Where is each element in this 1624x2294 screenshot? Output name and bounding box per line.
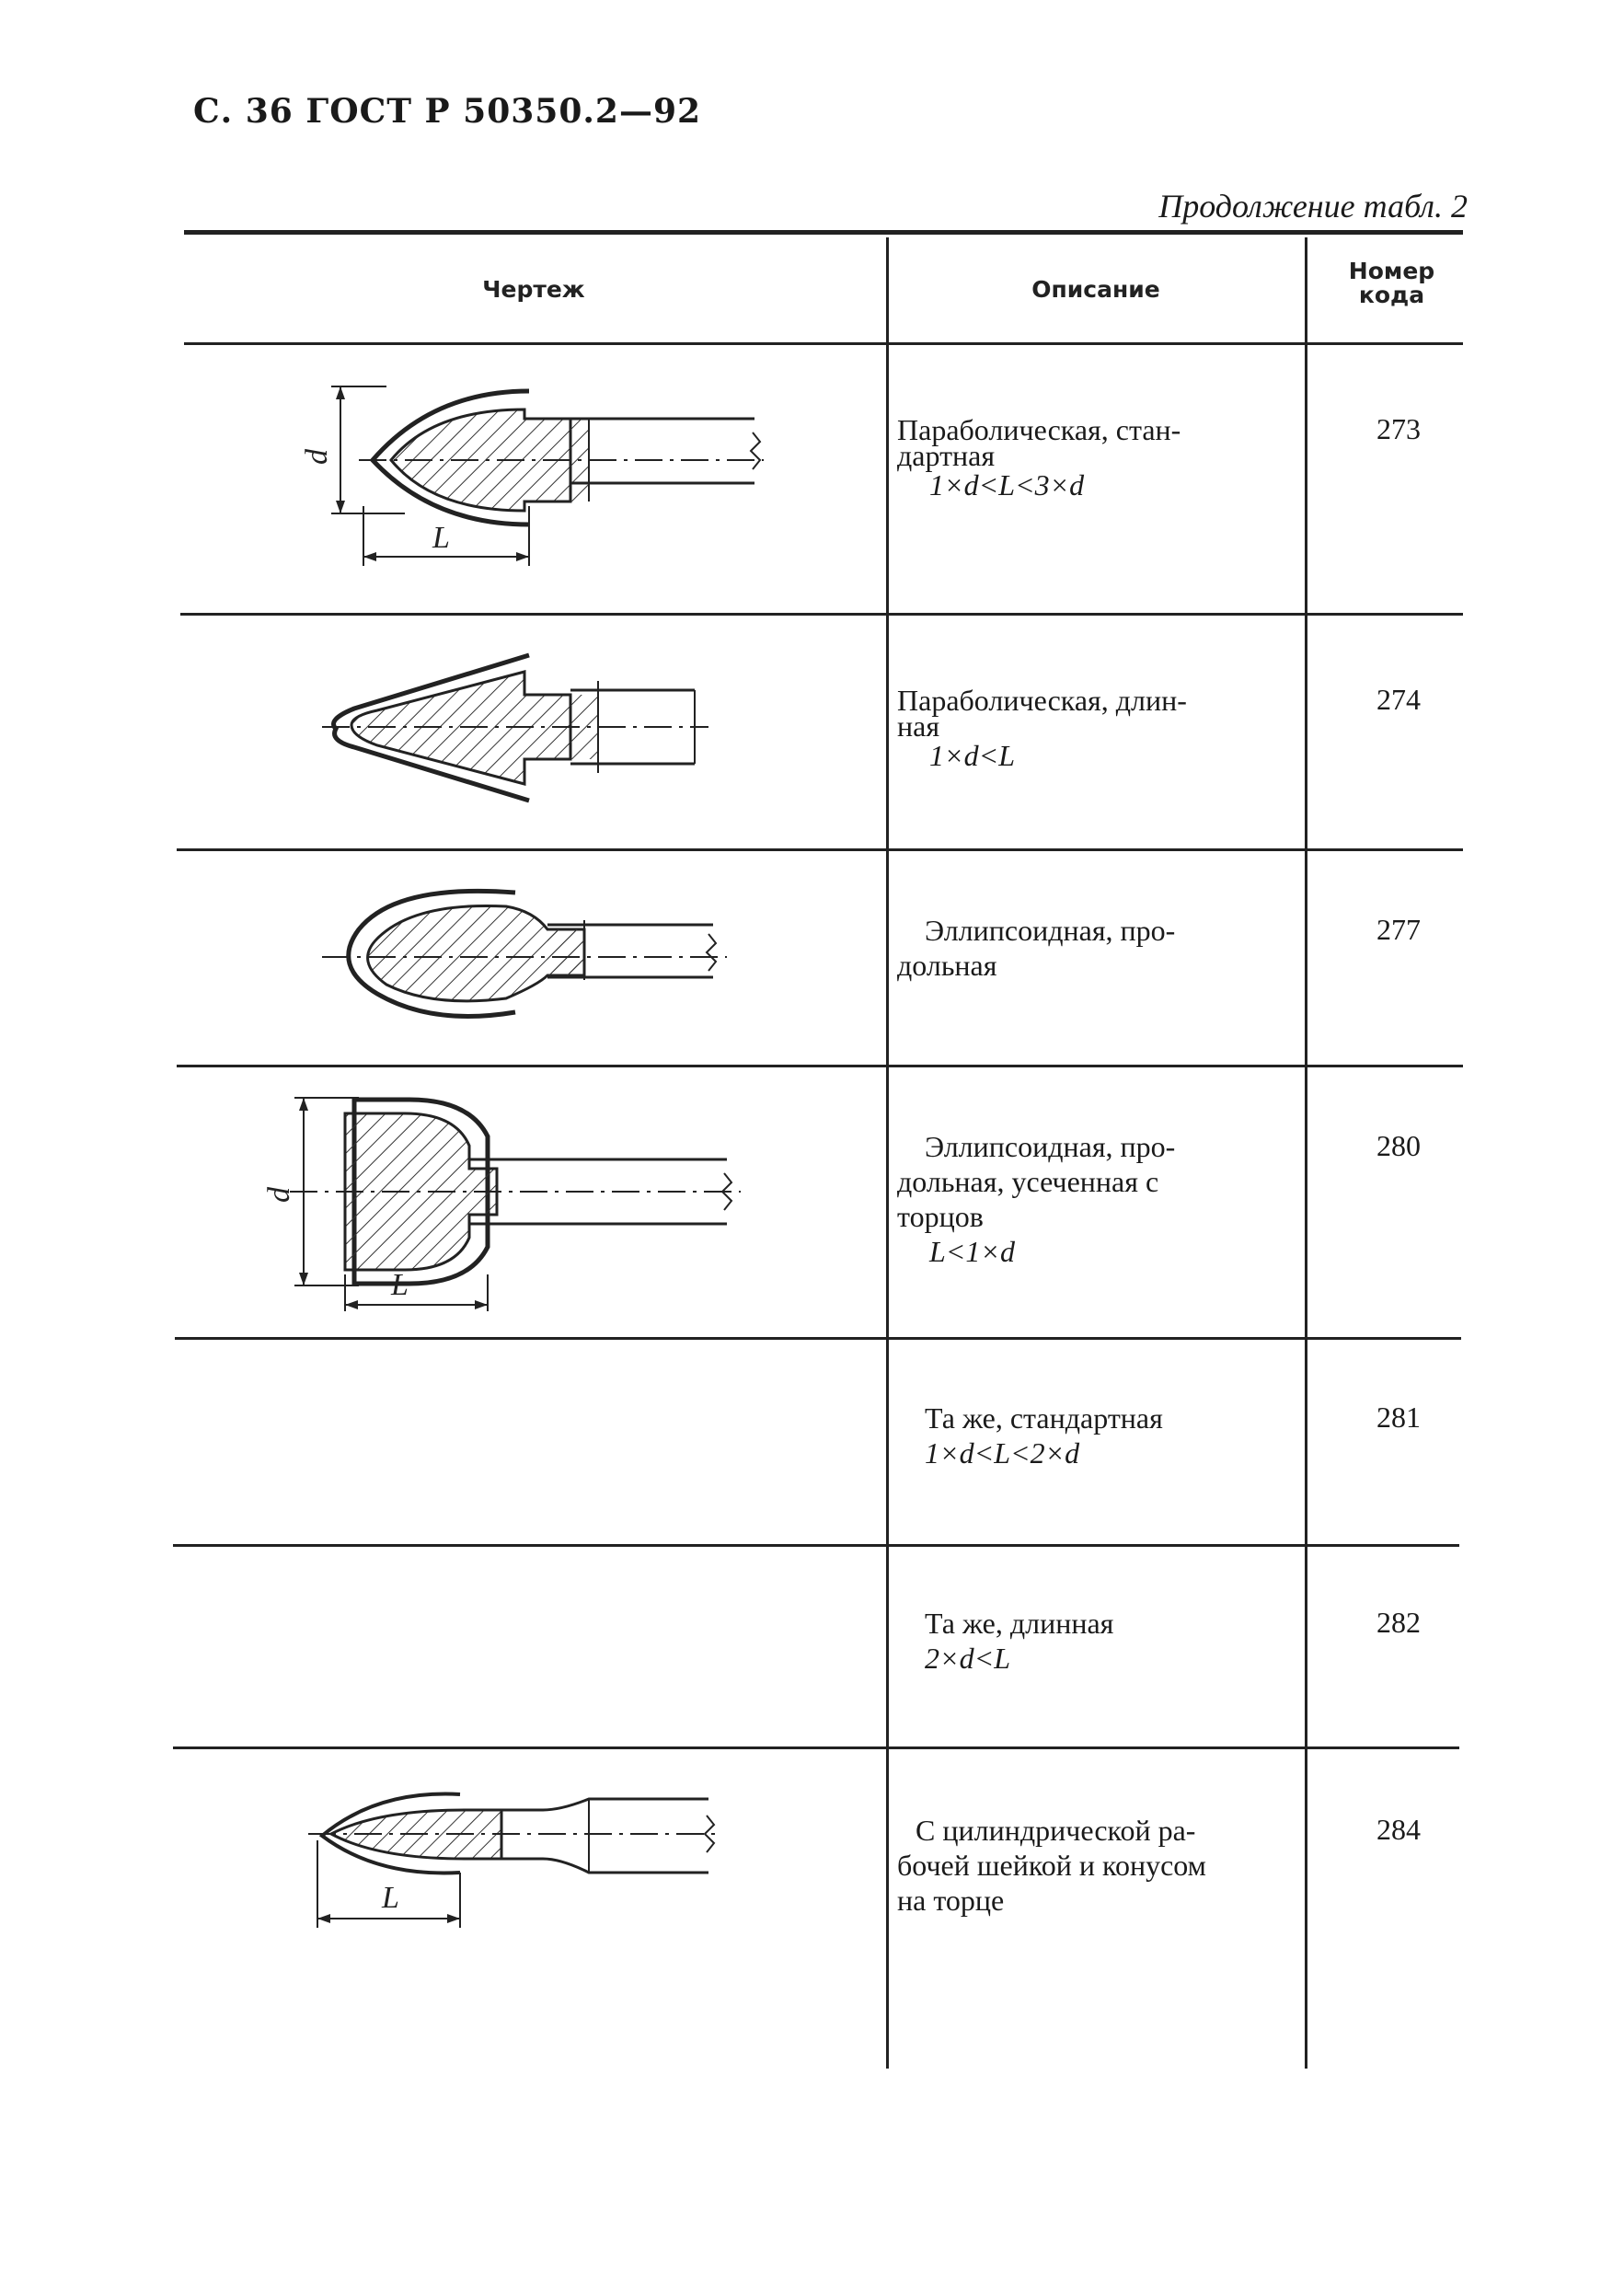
row-code: 274 — [1376, 683, 1421, 716]
description-formula: 1×d<L<2×d — [925, 1436, 1080, 1470]
row-code: 273 — [1376, 412, 1421, 445]
table-top-rule — [184, 230, 1463, 235]
description-line: на торце — [897, 1884, 1005, 1917]
description-line: Та же, длинная — [925, 1607, 1114, 1640]
dimension-label-d: d — [262, 1187, 296, 1203]
row-282-description — [897, 1606, 1284, 1676]
column-header-code-line2: кода — [1358, 282, 1425, 308]
description-line: дольная — [897, 949, 997, 982]
description-line: С цилиндрической ра- — [916, 1814, 1196, 1847]
column-header-code-line1: Номер — [1348, 258, 1435, 284]
row-divider — [175, 1337, 1461, 1340]
dimension-label-d: d — [300, 449, 334, 465]
column-divider-1 — [886, 237, 889, 2069]
row-divider — [177, 1065, 1463, 1067]
column-header-description: Описание — [1031, 276, 1160, 303]
description-formula: 1×d<L<3×d — [929, 468, 1085, 501]
description-line: Параболическая, стан- — [897, 413, 1181, 446]
row-divider — [173, 1544, 1459, 1547]
drawing-ellipsoid-longitudinal — [304, 874, 745, 1040]
row-code: 281 — [1376, 1401, 1421, 1434]
description-formula: 2×d<L — [925, 1642, 1010, 1675]
row-281-description — [897, 1401, 1284, 1470]
drawing-cylindrical-neck-cone — [304, 1771, 745, 1932]
description-line: торцов — [897, 1200, 984, 1233]
description-line: Та же, стандартная — [925, 1401, 1163, 1435]
drawing-parabolic-long — [304, 644, 727, 828]
description-line: Параболическая, длин- — [897, 684, 1187, 717]
table-head-rule — [184, 342, 1463, 345]
description-formula: L<1×d — [929, 1235, 1015, 1268]
row-280-description — [897, 1129, 1284, 1269]
row-code: 280 — [1376, 1129, 1421, 1162]
row-divider — [173, 1746, 1459, 1749]
table-continuation-label: Продолжение табл. 2 — [1158, 188, 1468, 225]
column-divider-2 — [1305, 237, 1307, 2069]
description-line: Эллипсоидная, про- — [925, 914, 1176, 947]
row-273-description — [897, 412, 1284, 502]
dimension-label-L: L — [432, 521, 450, 555]
row-274-description — [897, 683, 1284, 773]
description-line: ная — [897, 709, 940, 743]
column-header-code — [1307, 259, 1477, 307]
dimension-label-L: L — [391, 1268, 409, 1302]
row-284-description — [897, 1813, 1284, 1918]
drawing-ellipsoid-truncated — [262, 1081, 750, 1316]
row-code: 284 — [1376, 1813, 1421, 1846]
dimension-label-L: L — [382, 1881, 399, 1915]
row-divider — [180, 613, 1463, 616]
description-formula: 1×d<L — [929, 739, 1015, 772]
row-code: 277 — [1376, 913, 1421, 946]
description-line: бочей шейкой и конусом — [897, 1849, 1206, 1882]
row-277-description — [897, 913, 1284, 983]
row-code: 282 — [1376, 1606, 1421, 1639]
row-divider — [177, 848, 1463, 851]
description-line: дартная — [897, 439, 996, 472]
page-header: С. 36 ГОСТ Р 50350.2—92 — [193, 92, 702, 131]
description-line: Эллипсоидная, про- — [925, 1130, 1176, 1163]
column-header-drawing: Чертеж — [482, 276, 585, 303]
description-line: дольная, усеченная с — [897, 1165, 1159, 1198]
drawing-parabolic-standard — [300, 368, 782, 580]
